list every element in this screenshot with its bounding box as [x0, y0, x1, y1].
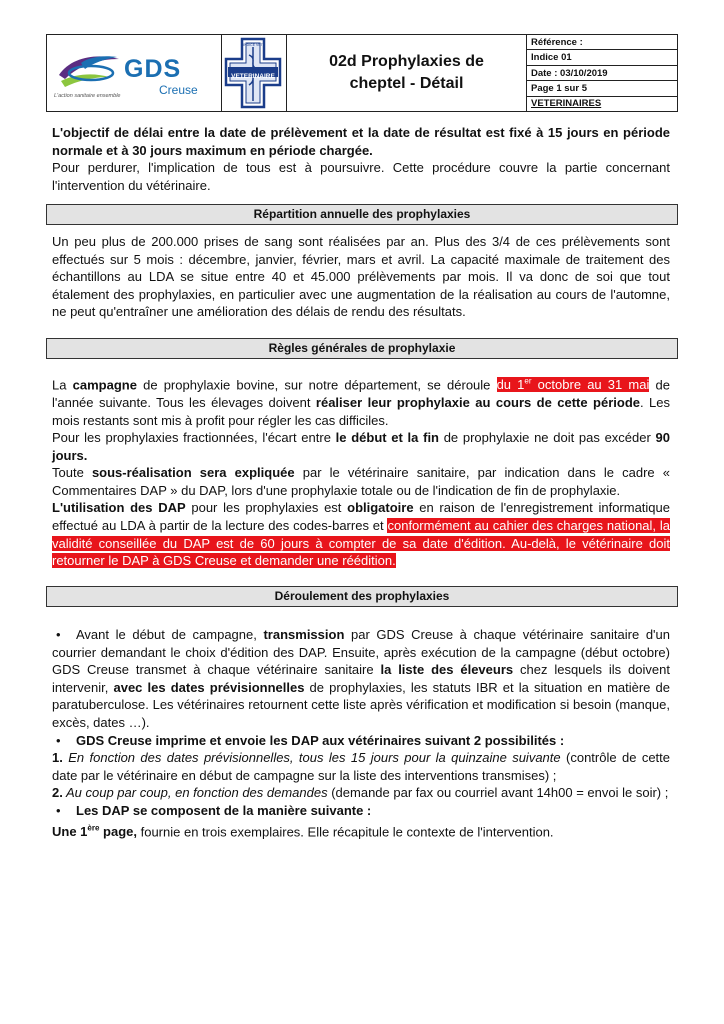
section-deroulement-heading: Déroulement des prophylaxies: [46, 586, 678, 607]
regles-campagne: La campagne de prophylaxie bovine, sur notre département, se déroule du 1er octobre au 31 mai de l'année suivante. Tous les élevages doivent réaliser leur prophylaxie au cours de cette période. Les mois restants sont mis à profit pour régler les cas difficiles.: [52, 377, 670, 428]
logo-name: GDS: [124, 55, 182, 83]
deroulement-text: [52, 626, 670, 840]
section-regles-heading: Règles générales de prophylaxie: [46, 338, 678, 359]
intro-text: [52, 124, 670, 194]
veterinaire-badge: [222, 35, 287, 111]
regles-sous-realisation: Toute sous-réalisation sera expliquée par le vétérinaire sanitaire, par indication dans le cadre « Commentaires DAP » du DAP, lors d'une prophylaxie totale ou de l'indication de fin de prophylaxie.: [52, 465, 670, 498]
gds-swoosh-icon: [51, 43, 126, 93]
deroulement-transmission: • Avant le début de campagne, transmission par GDS Creuse à chaque vétérinaire sanitaire d'un courrier demandant le choix d'édition des DAP. Ensuite, après exécution de la campagne (début octobre) GDS Creuse transmet à chaque vétérinaire sanitaire la liste des éleveurs chez lesquels ils doivent intervenir, avec les dates prévisionnelles de prophylaxies, les statuts IBR et la situation en matière de paratuberculose. Les vétérinaires retournent cette liste après vérification et modification si besoin (manque, excès, dates …).: [52, 627, 670, 730]
badge-text: VETERINAIRE: [231, 73, 275, 80]
logo-tagline: L'action sanitaire ensemble: [54, 93, 121, 99]
document-title: [287, 35, 527, 111]
document-header: [46, 34, 678, 112]
meta-indice: Indice 01: [527, 50, 677, 65]
section-repartition-heading: Répartition annuelle des prophylaxies: [46, 204, 678, 225]
deroulement-premiere-page: Une 1ère page, fournie en trois exemplaires. Elle récapitule le contexte de l'intervention.: [52, 823, 554, 839]
meta-date: Date : 03/10/2019: [527, 66, 677, 81]
campaign-period-highlight: du 1er octobre au 31 mai: [496, 377, 650, 393]
gds-logo: [47, 35, 222, 111]
title-line-2: cheptel - Détail: [349, 75, 464, 92]
dap-validity-highlight: conformément au cahier des charges national, la validité conseillée du DAP est de 60 jours à compter de sa date d'édition. Au-delà, le vétérinaire doit retourner le DAP à GDS Creuse et demander une réédition.: [52, 518, 670, 569]
title-line-1: 02d Prophylaxies de: [329, 53, 484, 70]
deroulement-option-2: 2. Au coup par coup, en fonction des demandes (demande par fax ou courriel avant 14h00 = envoi le soir) ;: [52, 785, 669, 801]
deroulement-impression: • GDS Creuse imprime et envoie les DAP aux vétérinaires suivant 2 possibilités :: [52, 732, 670, 750]
regles-utilisation-dap: L'utilisation des DAP pour les prophylaxies est obligatoire en raison de l'enregistrement informatique effectué au LDA à partir de la lecture des codes-barres et conformément au cahier des charges national, la validité conseillée du DAP est de 60 jours à compter de sa date d'édition. Au-delà, le vétérinaire doit retourner le DAP à GDS Creuse et demander une réédition.: [52, 500, 670, 569]
meta-reference: Référence :: [527, 35, 677, 50]
deroulement-option-1: 1. En fonction des dates prévisionnelles, tous les 15 jours pour la quinzaine suivante (contrôle de cette date par le vétérinaire en début de campagne sur la liste des interventions transmises) ;: [52, 750, 671, 783]
regles-text: [52, 373, 670, 570]
repartition-paragraph: Un peu plus de 200.000 prises de sang sont réalisées par an. Plus des 3/4 de ces prélèvements sont effectués sur 5 mois : décembre, janvier, février, mars et avril. La capacité maximale de traitement des échantillons au LDA se situe entre 40 et 45.000 prélèvements par mois. Il va donc de soi que tout étalement des prophylaxies, en particulier avec une augmentation de la réalisation au cours de l'automne, ne peut qu'entraîner une amélioration des délais de rendu des résultats.: [52, 234, 670, 320]
bullet-icon: •: [56, 732, 61, 748]
bullet-icon: •: [56, 627, 61, 642]
document-meta: [527, 35, 677, 111]
meta-page: Page 1 sur 5: [527, 81, 677, 96]
meta-audience: VETERINAIRES: [531, 98, 602, 110]
badge-top: INDICE VET: [243, 43, 263, 47]
logo-sub: Creuse: [159, 83, 198, 97]
regles-fractionnees: Pour les prophylaxies fractionnées, l'écart entre le début et la fin de prophylaxie ne doit pas excéder 90 jours.: [52, 430, 670, 463]
intro-objective: L'objectif de délai entre la date de prélèvement et la date de résultat est fixé à 15 jours en période normale et à 30 jours maximum en période chargée.: [52, 125, 670, 158]
repartition-text: [52, 233, 670, 321]
bullet-icon: •: [56, 802, 61, 818]
deroulement-composition: • Les DAP se composent de la manière suivante :: [52, 802, 670, 820]
intro-implication: Pour perdurer, l'implication de tous est à poursuivre. Cette procédure couvre la partie concernant l'intervention du vétérinaire.: [52, 160, 670, 193]
